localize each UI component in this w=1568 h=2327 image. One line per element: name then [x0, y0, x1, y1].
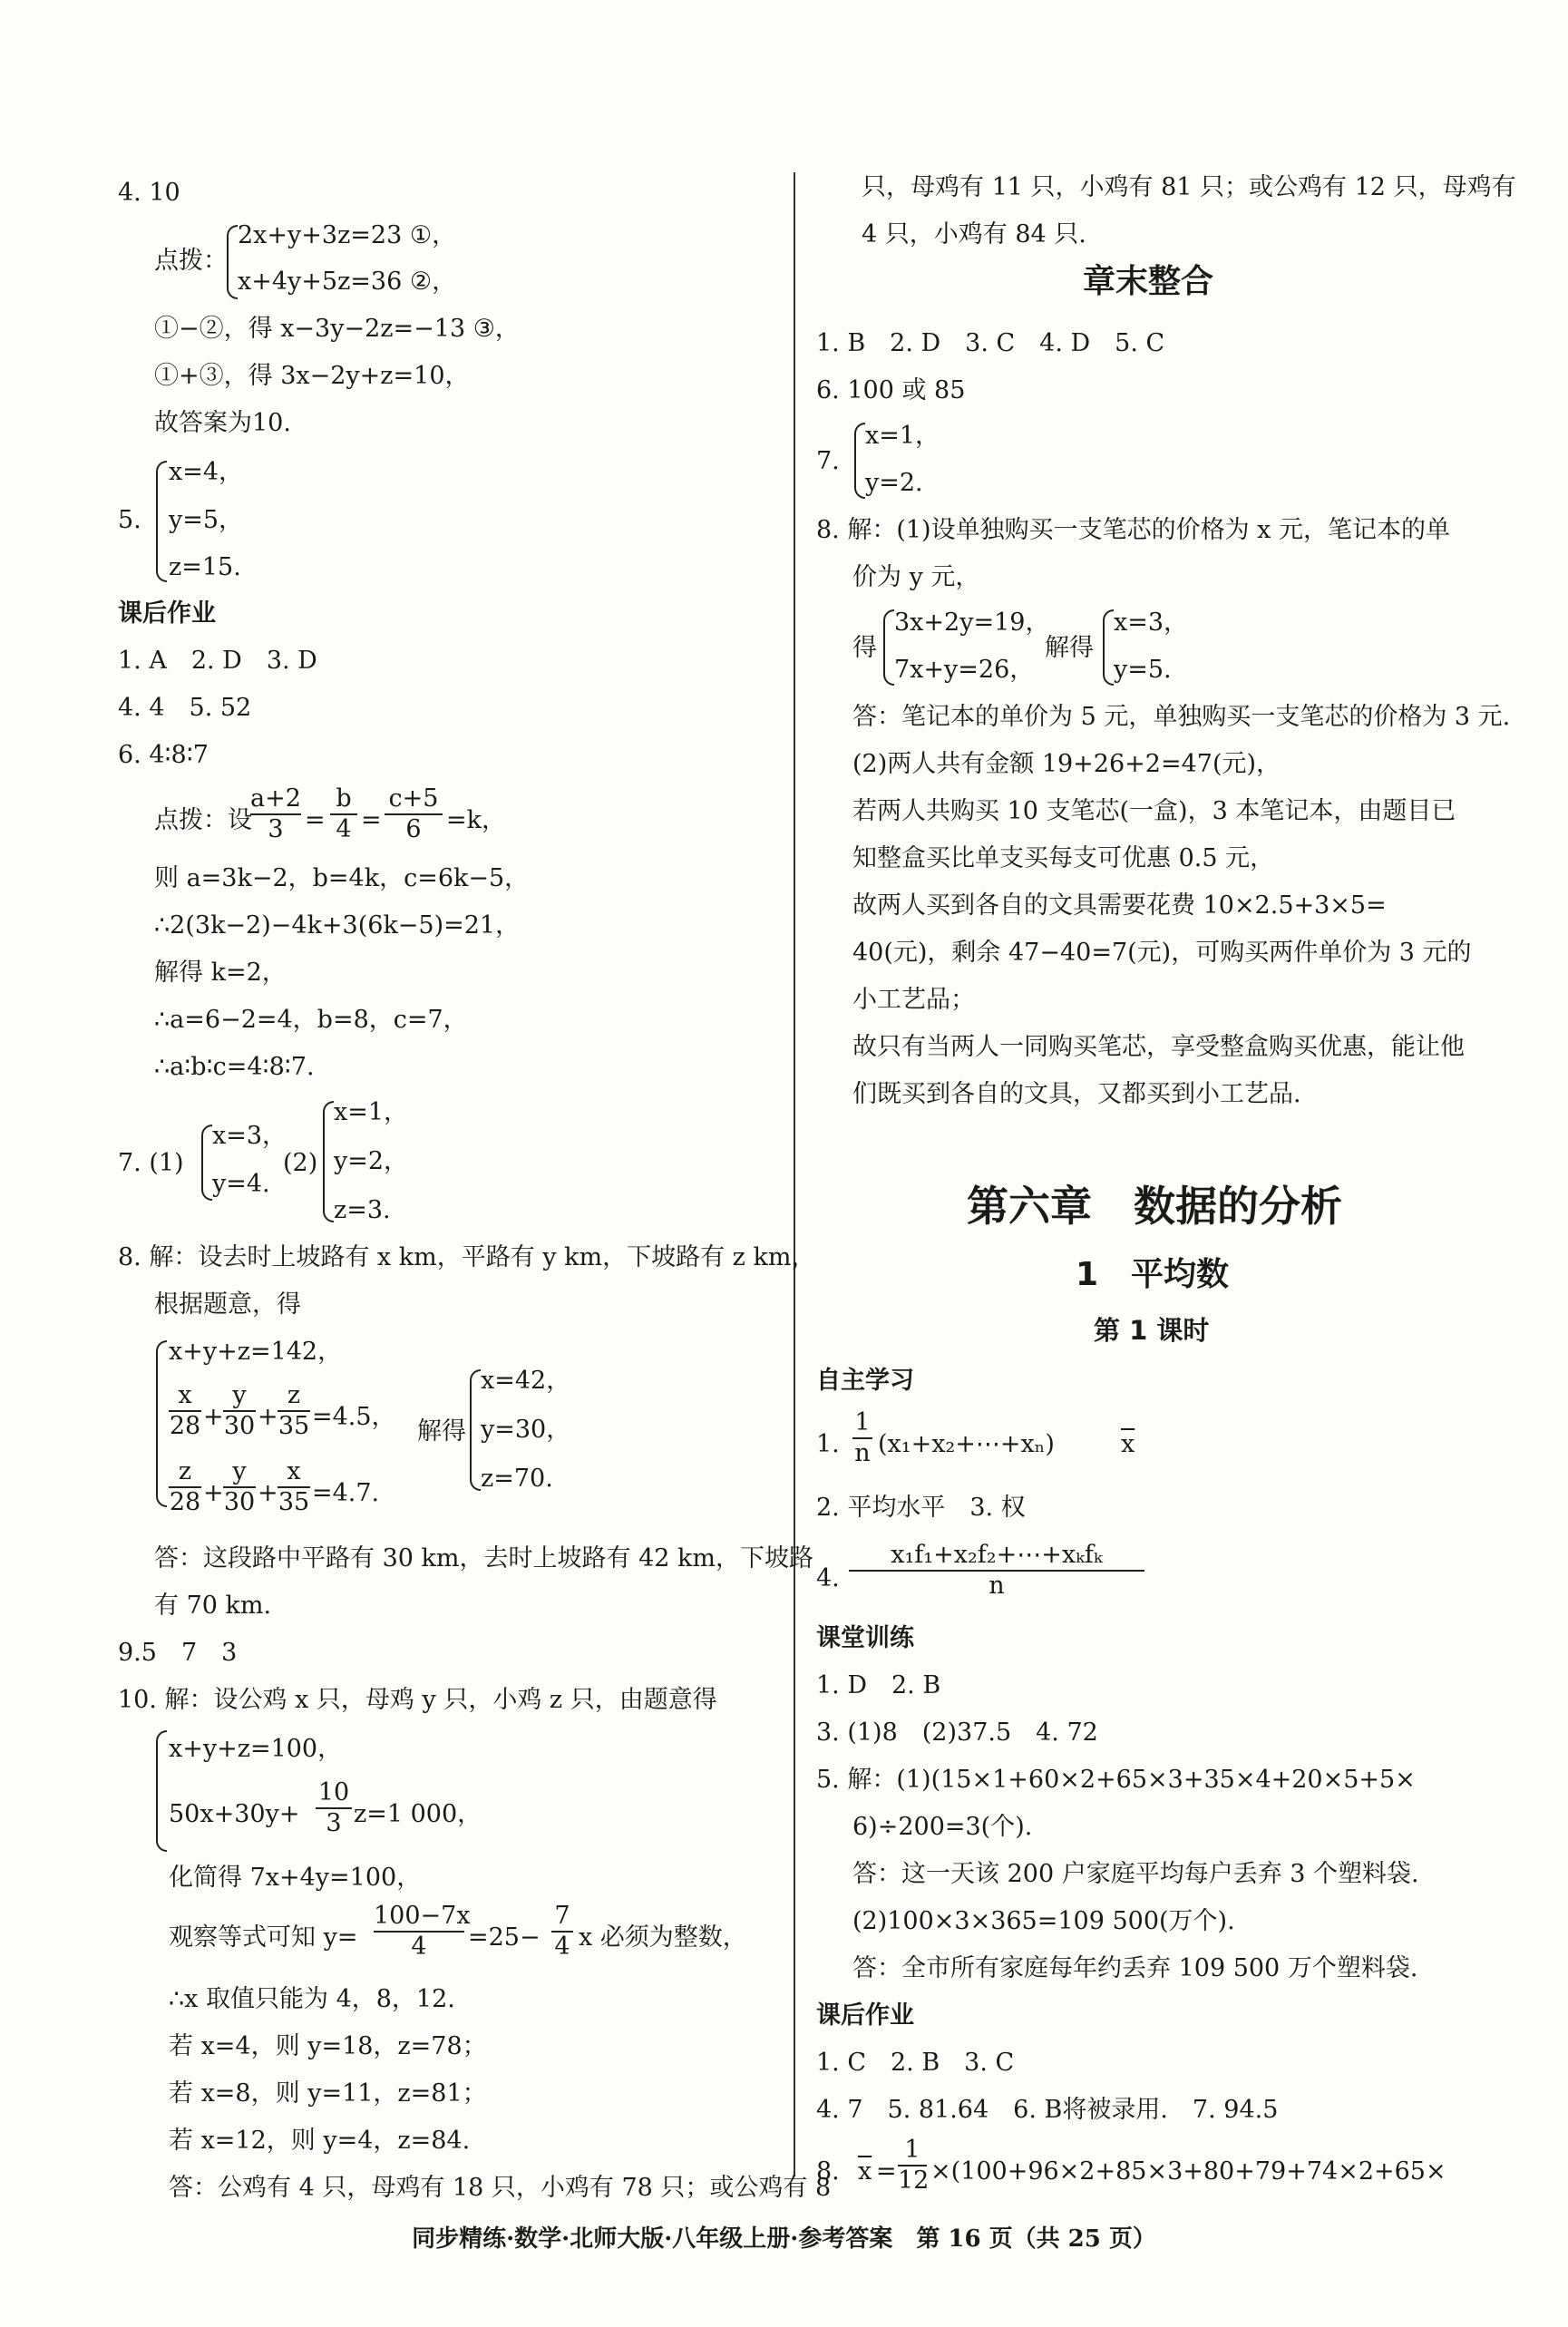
- denominator: n: [989, 1572, 1005, 1600]
- solution-line: (2)100×3×365=109 500(万个).: [852, 1907, 1235, 1935]
- denominator: 30: [223, 1412, 256, 1440]
- equation-brace: [1103, 609, 1114, 686]
- solution-line: 答：公鸡有 4 只，母鸡有 18 只，小鸡有 78 只；或公鸡有 8: [169, 2174, 832, 2202]
- equation-end: =4.7.: [312, 1479, 380, 1507]
- solution-line: 6)÷200=3(个).: [852, 1813, 1033, 1841]
- equation-line: x=1，: [334, 1098, 409, 1126]
- fraction: [551, 1903, 573, 1961]
- equation-line: 7x+y=26，: [894, 656, 1035, 684]
- denominator: 3: [326, 1809, 342, 1837]
- solution-line: 4 只，小鸡有 84 只.: [862, 220, 1086, 248]
- mean-symbol: $\overline{x}$: [858, 2157, 872, 2186]
- equals: =: [876, 2157, 897, 2186]
- equation-brace: [156, 1730, 167, 1852]
- hint-label: 点拨：: [154, 247, 228, 275]
- fraction: [385, 785, 443, 843]
- equals: =: [305, 806, 326, 834]
- equation-line: x+y+z=100，: [169, 1735, 343, 1763]
- denominator: n: [854, 1439, 871, 1467]
- solution-line: 若 x=8，则 y=11，z=81；: [169, 2079, 487, 2108]
- solution-line: 有 70 km.: [154, 1592, 272, 1620]
- equation-brace: [156, 1340, 167, 1507]
- solution-line: 价为 y 元，: [852, 563, 980, 591]
- numerator: x: [287, 1457, 301, 1485]
- solution-line: 则 a=3k−2，b=4k，c=6k−5，: [154, 864, 530, 892]
- answer-10-line: 10. 解：设公鸡 x 只，母鸡 y 只，小鸡 z 只，由题意得: [118, 1686, 717, 1714]
- equation-line: x=3，: [1114, 609, 1189, 637]
- solution-line: ∴2(3k−2)−4k+3(6k−5)=21，: [154, 911, 521, 940]
- operator: +: [258, 1403, 278, 1431]
- answer-5-label: 5.: [118, 506, 141, 534]
- numerator: 1: [854, 1408, 871, 1436]
- answer-line: 1. B 2. D 3. C 4. D 5. C: [816, 329, 1165, 357]
- solution-line: 故只有当两人一同购买笔芯，享受整盒购买优惠，能让他: [852, 1033, 1465, 1061]
- solution-line: 故答案为10.: [154, 409, 291, 437]
- equation-line: y=30，: [481, 1416, 571, 1444]
- fraction: [169, 1382, 201, 1440]
- solution-line: 答：笔记本的单价为 5 元，单独购买一支笔芯的价格为 3 元.: [852, 703, 1511, 731]
- hint-label: 点拨：设: [154, 806, 252, 834]
- fraction: [898, 2136, 930, 2195]
- solution-line: 根据题意，得: [154, 1290, 301, 1319]
- section-heading-homework: 课后作业: [118, 599, 216, 628]
- section-title: 1 平均数: [1076, 1256, 1230, 1293]
- solve-label: 解得: [417, 1417, 466, 1446]
- answer-8-line: 8. 解：设去时上坡路有 x km，平路有 y km，下坡路有 z km，: [118, 1243, 816, 1271]
- solution-line: 故两人买到各自的文具需要花费 10×2.5+3×5=: [852, 891, 1387, 920]
- formula: ×(100+96×2+85×3+80+79+74×2+65×: [930, 2157, 1446, 2186]
- equation-line: z=3.: [334, 1196, 391, 1224]
- answer-7-label: 7.: [816, 447, 840, 475]
- fraction: [169, 1458, 201, 1516]
- solution-line: 只，母鸡有 11 只，小鸡有 81 只；或公鸡有 12 只，母鸡有: [862, 173, 1516, 201]
- numerator: b: [336, 784, 352, 813]
- answer-line: 4. 4 5. 52: [118, 694, 252, 722]
- equation-brace: [854, 423, 865, 499]
- solution-line: 答：全市所有家庭每年约丢弃 109 500 万个塑料袋.: [852, 1954, 1418, 1982]
- denominator: 4: [554, 1933, 570, 1961]
- fraction: [278, 1458, 310, 1516]
- denominator: 35: [278, 1412, 310, 1440]
- equation-line: y=2.: [865, 469, 923, 497]
- fraction: [250, 785, 301, 843]
- numerator: x₁f₁+x₂f₂+⋯+xₖfₖ: [891, 1541, 1103, 1569]
- answer-line: 3. (1)8 (2)37.5 4. 72: [816, 1718, 1098, 1747]
- equation-line: z=1 000，: [354, 1800, 482, 1828]
- operator: +: [203, 1479, 224, 1507]
- solution-line: x 必须为整数，: [579, 1923, 747, 1952]
- solution-line: 知整盒买比单支买每支可优惠 0.5 元，: [852, 844, 1275, 872]
- numerator: x: [178, 1381, 192, 1409]
- equation-end: =4.5，: [312, 1403, 396, 1431]
- solution-line: ∴a∶b∶c=4∶8∶7.: [154, 1053, 315, 1081]
- equation-line: x=4，: [169, 458, 244, 486]
- equation-line: x+4y+5z=36 ②，: [238, 268, 457, 296]
- solution-line: =25−: [468, 1923, 541, 1952]
- equation-line: x=1，: [865, 422, 940, 450]
- denominator: 35: [278, 1488, 310, 1516]
- answer-line: 4. 7 5. 81.64 6. B将被录用. 7. 94.5: [816, 2096, 1279, 2124]
- answer-1-label: 1.: [816, 1430, 840, 1458]
- lesson-title: 第 1 课时: [1094, 1315, 1210, 1346]
- solution-line: 若 x=4，则 y=18，z=78；: [169, 2032, 487, 2060]
- solution-line: ①+③，得 3x−2y+z=10，: [154, 362, 470, 390]
- formula: (x₁+x₂+⋯+xₙ): [878, 1430, 1055, 1458]
- section-heading-self-study: 自主学习: [816, 1367, 914, 1395]
- equation-brace: [156, 461, 167, 582]
- solution-line: ∴a=6−2=4，b=8，c=7，: [154, 1006, 468, 1034]
- operator: +: [258, 1479, 278, 1507]
- fraction: [278, 1382, 310, 1440]
- equation-end: =k，: [446, 806, 506, 834]
- equation-line: x+y+z=142，: [169, 1338, 343, 1366]
- denominator: 28: [169, 1488, 201, 1516]
- column-divider: [794, 172, 795, 2176]
- answer-line: 1. C 2. B 3. C: [816, 2049, 1015, 2077]
- answer-8-line: 8. 解：(1)设单独购买一支笔芯的价格为 x 元，笔记本的单: [816, 516, 1450, 544]
- answer-4-label: 4.: [816, 1564, 840, 1592]
- equation-brace: [470, 1369, 481, 1491]
- solution-line: 化简得 7x+4y=100，: [169, 1864, 422, 1892]
- answer-4: 4. 10: [118, 179, 180, 207]
- solution-line: (2)两人共有金额 19+26+2=47(元)，: [852, 750, 1281, 778]
- solution-line: ①−②，得 x−3y−2z=−13 ③，: [154, 315, 520, 343]
- answer-line: 6. 4∶8∶7: [118, 741, 209, 769]
- numerator: 7: [554, 1902, 570, 1930]
- operator: +: [203, 1403, 224, 1431]
- equation-line: 3x+2y=19，: [894, 609, 1050, 637]
- mean-symbol: $\overline{x}$: [1121, 1430, 1135, 1458]
- chapter-title: 第六章 数据的分析: [967, 1182, 1342, 1231]
- equation-line: 2x+y+3z=23 ①，: [238, 221, 457, 249]
- numerator: z: [287, 1381, 301, 1409]
- fraction: [849, 1542, 1144, 1600]
- solution-line: 答：这段路中平路有 30 km，去时上坡路有 42 km，下坡路: [154, 1544, 813, 1572]
- answer-line: 9.5 7 3: [118, 1639, 238, 1667]
- numerator: y: [232, 1457, 247, 1485]
- solution-line: 40(元)，剩余 47−40=7(元)，可购买两件单价为 3 元的: [852, 939, 1472, 967]
- equation-brace: [323, 1101, 334, 1222]
- fraction: [223, 1458, 256, 1516]
- answer-8-label: 8.: [816, 2157, 840, 2186]
- equation-line: y=4.: [212, 1170, 270, 1198]
- fraction: [223, 1382, 256, 1440]
- equation-brace: [883, 609, 894, 686]
- numerator: z: [178, 1457, 192, 1485]
- solution-line: 小工艺品；: [852, 986, 975, 1014]
- equation-line: y=2，: [334, 1147, 409, 1175]
- fraction: [852, 1409, 872, 1467]
- solution-line: 解得 k=2，: [154, 959, 287, 987]
- denominator: 6: [405, 815, 422, 843]
- answer-5-line: 5. 解：(1)(15×1+60×2+65×3+35×4+20×5+5×: [816, 1766, 1416, 1794]
- answer-line: 2. 平均水平 3. 权: [816, 1494, 1026, 1522]
- fraction: [374, 1902, 471, 1961]
- numerator: 10: [317, 1778, 350, 1806]
- equation-line: x=42，: [481, 1367, 571, 1395]
- solution-line: 若 x=12，则 y=4，z=84.: [169, 2127, 471, 2155]
- equals: =: [361, 806, 382, 834]
- equation-line: z=70.: [481, 1465, 553, 1493]
- denominator: 12: [898, 2166, 930, 2195]
- solution-line: ∴x 取值只能为 4，8，12.: [169, 1985, 455, 2013]
- answer-line: 6. 100 或 85: [816, 376, 966, 404]
- section-heading-homework: 课后作业: [816, 2001, 914, 2030]
- equation-line: 50x+30y+: [169, 1800, 300, 1828]
- equation-line: y=5.: [1114, 656, 1172, 684]
- answer-line: 1. A 2. D 3. D: [118, 647, 317, 675]
- fraction: [316, 1779, 352, 1837]
- denominator: 4: [336, 815, 352, 843]
- page-footer: 同步精练·数学·北师大版·八年级上册·参考答案 第 16 页（共 25 页）: [412, 2225, 1156, 2253]
- solution-line: 答：这一天该 200 户家庭平均每户丢弃 3 个塑料袋.: [852, 1860, 1419, 1888]
- denominator: 3: [268, 815, 284, 843]
- numerator: 1: [904, 2136, 920, 2164]
- denominator: 28: [169, 1412, 201, 1440]
- equation-line: z=15.: [169, 553, 241, 581]
- chapter-review-heading: 章末整合: [1083, 263, 1214, 300]
- answer-line: 1. D 2. B: [816, 1671, 941, 1699]
- denominator: 4: [411, 1933, 427, 1961]
- answer-7-part2-label: (2): [283, 1149, 318, 1177]
- solve-label: 解得: [1045, 634, 1094, 662]
- answer-7-label: 7. (1): [118, 1149, 184, 1177]
- equation-brace: [227, 225, 238, 299]
- numerator: 100−7x: [374, 1902, 471, 1930]
- fraction: [330, 785, 357, 843]
- solution-line: 观察等式可知 y=: [169, 1923, 358, 1952]
- denominator: 30: [223, 1488, 256, 1516]
- numerator: a+2: [250, 784, 301, 813]
- equation-brace: [201, 1125, 212, 1201]
- equation-line: x=3，: [212, 1122, 287, 1150]
- equation-line: y=5，: [169, 506, 244, 534]
- solution-line: 若两人共购买 10 支笔芯(一盒)，3 本笔记本，由题目已: [852, 797, 1456, 825]
- numerator: c+5: [388, 784, 439, 813]
- solution-line: 们既买到各自的文具，又都买到小工艺品.: [852, 1080, 1301, 1108]
- numerator: y: [232, 1381, 247, 1409]
- section-heading-class-practice: 课堂训练: [816, 1624, 914, 1652]
- solution-label: 得: [852, 634, 877, 662]
